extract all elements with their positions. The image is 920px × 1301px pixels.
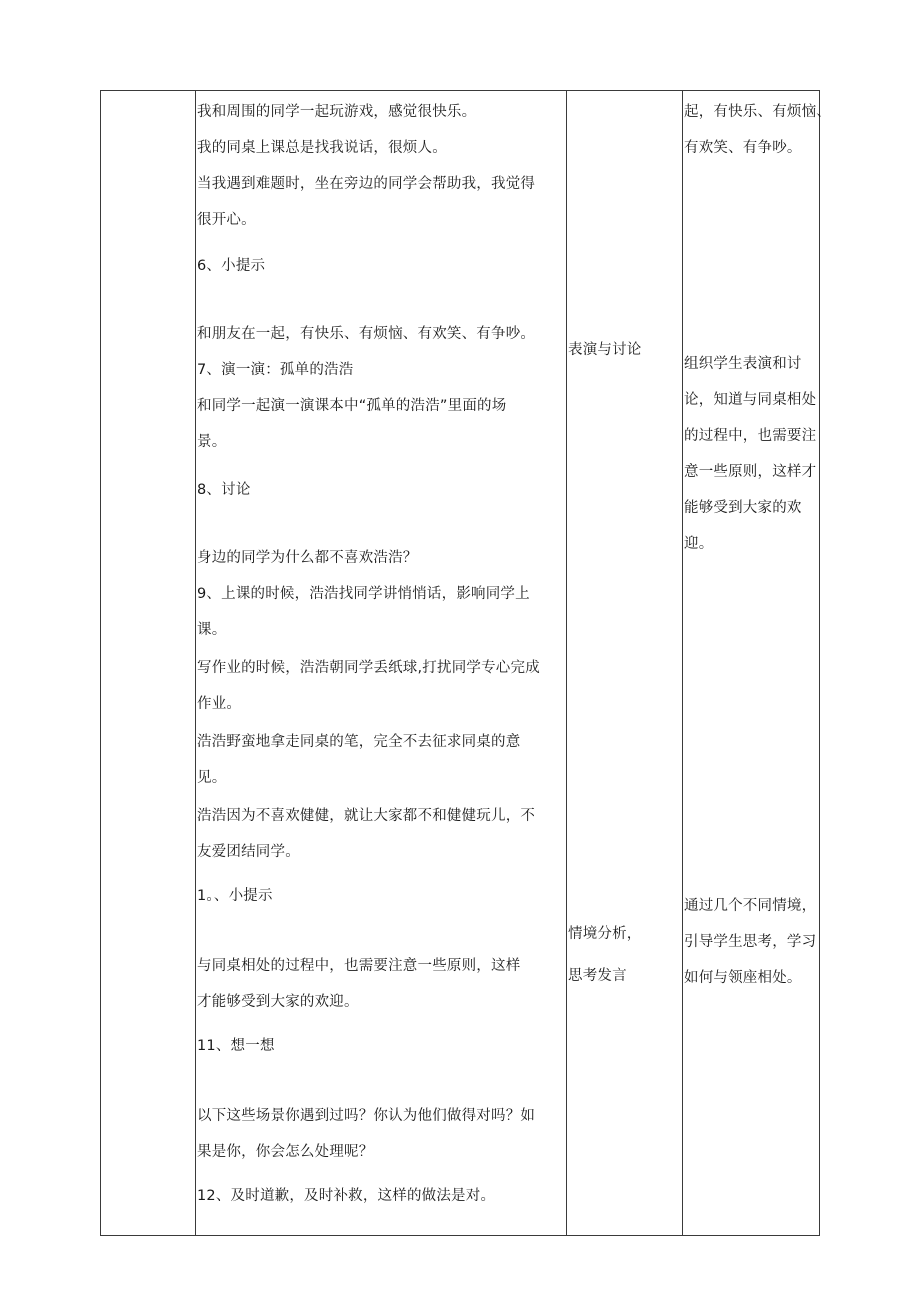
content-line: 友爱团结同学。 [197,844,300,860]
intent-line: 通过几个不同情境， [684,898,817,914]
intent-line: 论，知道与同桌相处 [684,392,817,408]
intent-line: 意一些原则，这样才 [684,464,817,480]
column-divider-1 [195,90,196,1236]
content-line: 课。 [197,622,227,638]
content-line: 作业。 [197,696,242,712]
intent-line: 有欢笑、有争吵。 [684,140,802,156]
activity-label: 情境分析， [568,926,642,942]
content-line: 9、上课的时候，浩浩找同学讲悄悄话，影响同学上 [197,586,530,602]
content-heading: 1。、小提示 [197,888,273,904]
content-line: 以下这些场景你遇到过吗？你认为他们做得对吗？如 [197,1108,536,1124]
content-line: 身边的同学为什么都不喜欢浩浩？ [197,550,418,566]
content-line: 浩浩野蛮地拿走同桌的笔，完全不去征求同桌的意 [197,734,521,750]
content-heading: 8、讨论 [197,482,251,498]
content-line: 我的同桌上课总是找我说话，很烦人。 [197,140,447,156]
content-line: 果是你，你会怎么处理呢？ [197,1144,374,1160]
content-line: 很开心。 [197,212,256,228]
content-line: 才能够受到大家的欢迎。 [197,994,359,1010]
content-heading: 7、演一演：孤单的浩浩 [197,362,354,378]
content-heading: 6、小提示 [197,258,266,274]
intent-line: 引导学生思考，学习 [684,934,817,950]
content-heading: 11、想一想 [197,1038,275,1054]
intent-line: 组织学生表演和讨 [684,356,802,372]
intent-line: 迎。 [684,536,714,552]
content-line: 和同学一起演一演课本中“孤单的浩浩”里面的场 [197,398,507,414]
content-line: 景。 [197,434,227,450]
content-line: 与同桌相处的过程中，也需要注意一些原则，这样 [197,958,521,974]
content-line: 12、及时道歉，及时补救，这样的做法是对。 [197,1188,496,1204]
activity-label: 思考发言 [568,968,627,984]
content-line: 当我遇到难题时，坐在旁边的同学会帮助我，我觉得 [197,176,536,192]
intent-line: 能够受到大家的欢 [684,500,802,516]
intent-line: 如何与领座相处。 [684,970,802,986]
content-line: 浩浩因为不喜欢健健，就让大家都不和健健玩儿，不 [197,808,536,824]
column-divider-2 [566,90,567,1236]
content-line: 和朋友在一起，有快乐、有烦恼、有欢笑、有争吵。 [197,326,536,342]
activity-label: 表演与讨论 [568,342,642,358]
intent-line: 的过程中，也需要注 [684,428,817,444]
content-line: 见。 [197,770,227,786]
intent-line: 起，有快乐、有烦恼、 [684,104,831,120]
column-divider-3 [682,90,683,1236]
content-line: 写作业的时候，浩浩朝同学丢纸球,打扰同学专心完成 [197,660,540,676]
content-line: 我和周围的同学一起玩游戏，感觉很快乐。 [197,104,477,120]
